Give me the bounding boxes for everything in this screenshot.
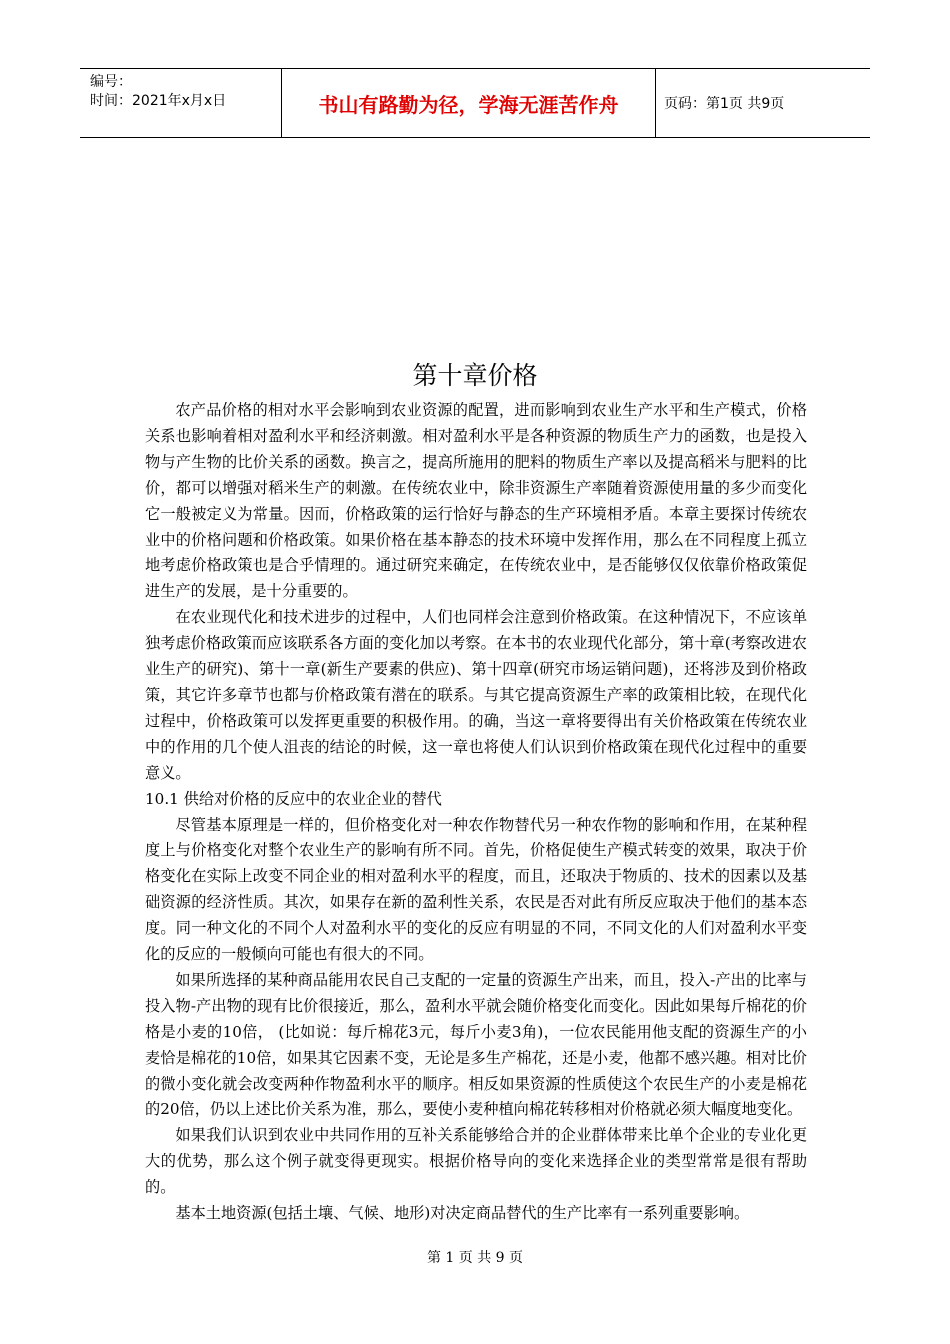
header-page-info: 页码：第1页 共9页 bbox=[664, 96, 785, 112]
document-body bbox=[145, 398, 807, 1227]
page-footer: 第 1 页 共 9 页 bbox=[426, 1250, 524, 1266]
chapter-title: 第十章价格 bbox=[412, 361, 538, 390]
document-date-label: 时间：2021年x月x日 bbox=[90, 93, 227, 109]
body-paragraph: 在农业现代化和技术进步的过程中，人们也同样会注意到价格政策。在这种情况下，不应该单独考虑价格政策而应该联系各方面的变化加以考察。在本书的农业现代化部分，第十章(考察改进农业生产的研究)、第十一章(新生产要素的供应)、第十四章(研究市场运销问题)，还将涉及到价格政策，其它许多章节也都与价格政策有潜在的联系。与其它提高资源生产率的政策相比较，在现代化过程中，价格政策可以发挥更重要的积极作用。的确，当这一章将要得出有关价格政策在传统农业中的作用的几个使人沮丧的结论的时候，这一章也将使人们认识到价格政策在现代化过程中的重要意义。 bbox=[145, 608, 807, 782]
body-paragraph: 基本土地资源(包括土壤、气候、地形)对决定商品替代的生产比率有一系列重要影响。 bbox=[175, 1204, 750, 1223]
header-motto: 书山有路勤为径，学海无涯苦作舟 bbox=[281, 69, 656, 137]
body-paragraph: 如果所选择的某种商品能用农民自己支配的一定量的资源生产出来，而且，投入-产出的比率与投入物-产出物的现有比价很接近，那么，盈利水平就会随价格变化而变化。因此如果每斤棉花的价格是小麦的10倍， (比如说：每斤棉花3元，每斤小麦3角)，一位农民能用他支配的资源生产的小麦恰是棉花的10倍，如果其它因素不变，无论是多生产棉花，还是小麦，他都不感兴趣。相对比价的微小变化就会改变两种作物盈利水平的顺序。相反如果资源的性质使这个农民生产的小麦是棉花的20倍，仍以上述比价关系为准，那么，要使小麦种植向棉花转移相对价格就必须大幅度地变化。 bbox=[145, 970, 807, 1119]
header-meta-cell bbox=[80, 69, 281, 137]
document-number-label: 编号： bbox=[90, 74, 132, 90]
document-header-table bbox=[80, 68, 870, 138]
body-paragraph: 农产品价格的相对水平会影响到农业资源的配置，进而影响到农业生产水平和生产模式，价格关系也影响着相对盈利水平和经济刺激。相对盈利水平是各种资源的物质生产力的函数，也是投入物与产生物的比价关系的函数。换言之，提高所施用的肥料的物质生产率以及提高稻米与肥料的比价，都可以增强对稻米生产的刺激。在传统农业中，除非资源生产率随着资源使用量的多少而变化它一般被定义为常量。因而，价格政策的运行恰好与静态的生产环境相矛盾。本章主要探讨传统农业中的价格问题和价格政策。如果价格在基本静态的技术环境中发挥作用，那么在不同程度上孤立地考虑价格政策也是合乎情理的。通过研究来确定，在传统农业中，是否能够仅仅依靠价格政策促进生产的发展，是十分重要的。 bbox=[145, 401, 807, 601]
body-paragraph: 如果我们认识到农业中共同作用的互补关系能够给合并的企业群体带来比单个企业的专业化更大的优势，那么这个例子就变得更现实。根据价格导向的变化来选择企业的类型常常是很有帮助的。 bbox=[145, 1126, 807, 1197]
section-heading: 10.1 供给对价格的反应中的农业企业的替代 bbox=[145, 789, 442, 808]
body-paragraph: 尽管基本原理是一样的，但价格变化对一种农作物替代另一种农作物的影响和作用，在某种程度上与价格变化对整个农业生产的影响有所不同。首先，价格促使生产模式转变的效果，取决于价格变化在实际上改变不同企业的相对盈利水平的程度，而且，还取决于物质的、技术的因素以及基础资源的经济性质。其次，如果存在新的盈利性关系，农民是否对此有所反应取决于他们的基本态度。同一种文化的不同个人对盈利水平的变化的反应有明显的不同，不同文化的人们对盈利水平变化的反应的一般倾向可能也有很大的不同。 bbox=[145, 815, 807, 964]
